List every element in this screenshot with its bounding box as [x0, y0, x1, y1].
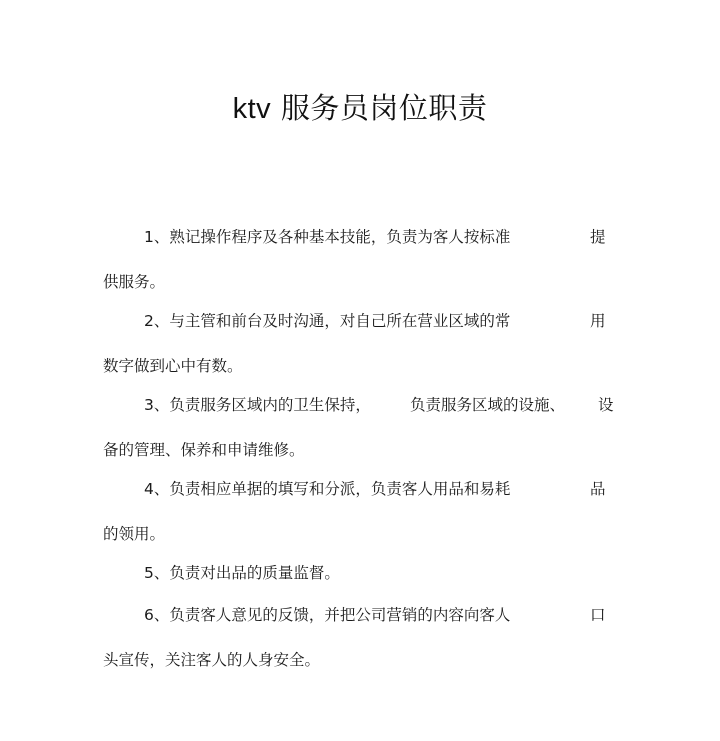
item-4-continuation: 的领用。	[103, 525, 166, 543]
item-3-tail: 设	[598, 396, 614, 414]
item-1-continuation: 供服务。	[103, 273, 166, 291]
item-6-tail: 口	[590, 606, 606, 624]
title-latin: ktv	[232, 93, 272, 125]
page-title	[0, 88, 720, 129]
item-3-continuation: 备的管理、保养和申请维修。	[103, 441, 305, 459]
item-3-first-line: 3、负责服务区域内的卫生保持，	[144, 396, 371, 414]
item-3-first-line-b: 负责服务区域的设施、	[410, 396, 566, 414]
item-6-continuation: 头宣传，关注客人的人身安全。	[103, 651, 321, 669]
item-1-first-line: 1、熟记操作程序及各种基本技能，负责为客人按标准	[144, 228, 511, 246]
item-5-first-line: 5、负责对出品的质量监督。	[144, 564, 340, 582]
title-chinese: 服务员岗位职责	[280, 91, 488, 125]
item-6-first-line: 6、负责客人意见的反馈，并把公司营销的内容向客人	[144, 606, 511, 624]
item-2-first-line: 2、与主管和前台及时沟通，对自己所在营业区域的常	[144, 312, 511, 330]
item-4-first-line: 4、负责相应单据的填写和分派，负责客人用品和易耗	[144, 480, 511, 498]
item-2-continuation: 数字做到心中有数。	[103, 357, 243, 375]
item-4-tail: 品	[590, 480, 606, 498]
item-2-tail: 用	[590, 312, 606, 330]
item-1-tail: 提	[590, 228, 606, 246]
